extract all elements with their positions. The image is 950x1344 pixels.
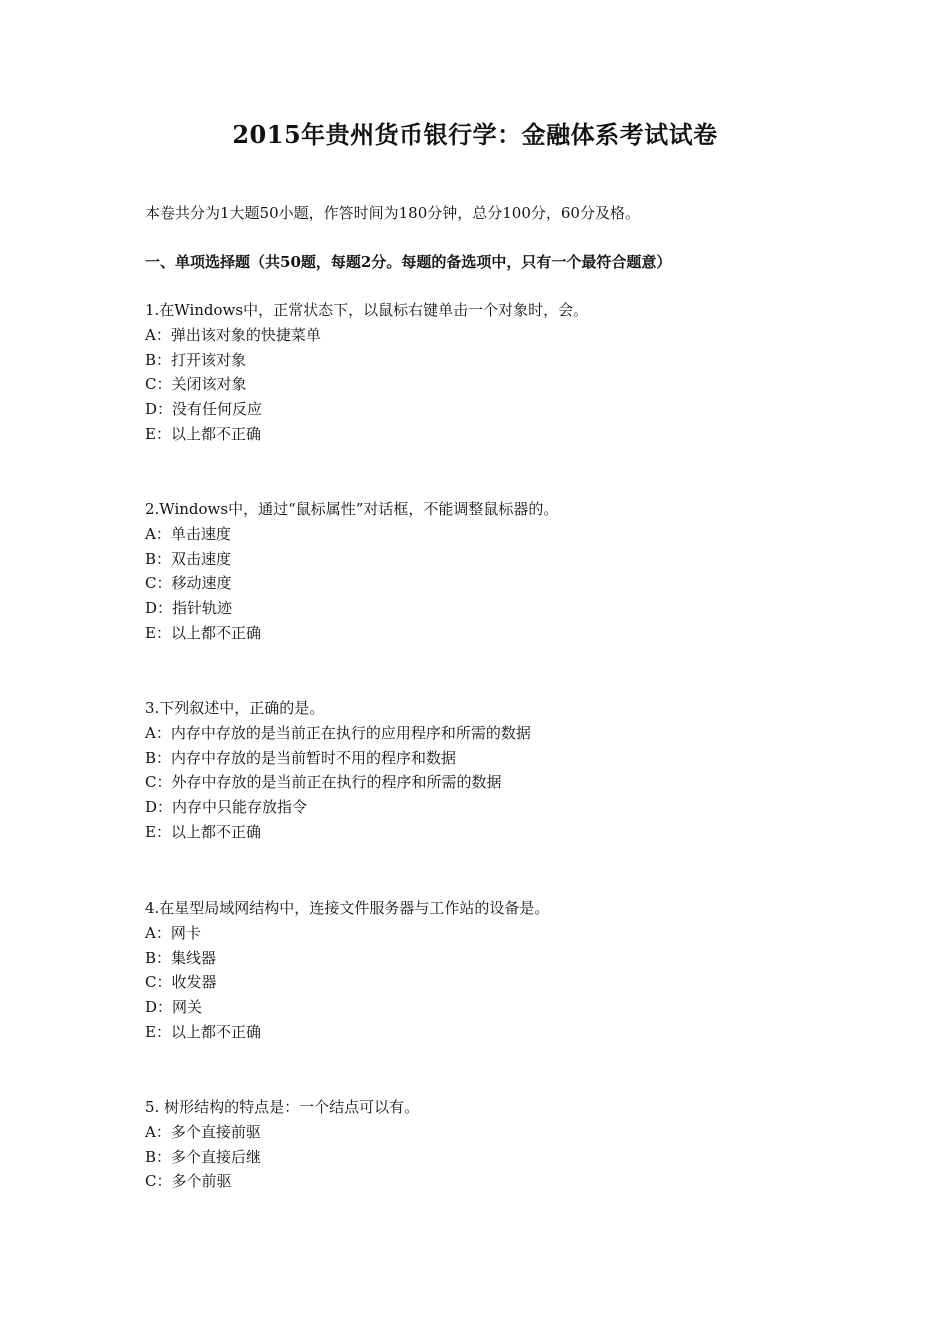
option-c: C：外存中存放的是当前正在执行的程序和所需的数据: [145, 773, 502, 792]
option-d: D：指针轨迹: [145, 599, 233, 618]
option-c: C：移动速度: [145, 574, 232, 593]
option-b: B：集线器: [145, 948, 217, 967]
option-d: D：内存中只能存放指令: [145, 798, 308, 817]
option-a: A：弹出该对象的快捷菜单: [145, 325, 321, 344]
option-b: B：多个直接后继: [145, 1147, 262, 1166]
question-2: [145, 497, 845, 646]
option-e: E：以上都不正确: [145, 424, 261, 443]
option-a: A：单击速度: [145, 524, 231, 543]
option-c: C：收发器: [145, 973, 217, 992]
question-stem: 2.Windows中，通过“鼠标属性”对话框，不能调整鼠标器的。: [145, 500, 559, 518]
question-1: [145, 298, 845, 447]
option-c: C：关闭该对象: [145, 375, 247, 394]
option-a: A：网卡: [145, 923, 201, 942]
question-stem: 5. 树形结构的特点是：一个结点可以有。: [145, 1098, 420, 1116]
question-5: [145, 1095, 845, 1194]
option-a: A：内存中存放的是当前正在执行的应用程序和所需的数据: [145, 723, 531, 742]
option-d: D：网关: [145, 998, 203, 1017]
option-b: B：打开该对象: [145, 350, 247, 369]
option-e: E：以上都不正确: [145, 623, 261, 642]
exam-intro: 本卷共分为1大题50小题，作答时间为180分钟，总分100分，60分及格。: [145, 204, 640, 222]
option-a: A：多个直接前驱: [145, 1122, 261, 1141]
option-c: C：多个前驱: [145, 1172, 232, 1191]
question-3: [145, 696, 845, 845]
section-heading: 一、单项选择题（共50题，每题2分。每题的备选项中，只有一个最符合题意）: [145, 253, 672, 271]
option-b: B：内存中存放的是当前暂时不用的程序和数据: [145, 748, 457, 767]
page-title: 2015年贵州货币银行学：金融体系考试试卷: [232, 120, 718, 149]
option-e: E：以上都不正确: [145, 822, 261, 841]
question-stem: 1.在Windows中，正常状态下，以鼠标右键单击一个对象时，会。: [145, 301, 589, 319]
option-d: D：没有任何反应: [145, 400, 263, 419]
question-4: [145, 896, 845, 1045]
option-e: E：以上都不正确: [145, 1022, 261, 1041]
question-stem: 3.下列叙述中，正确的是。: [145, 699, 325, 717]
question-stem: 4.在星型局域网结构中，连接文件服务器与工作站的设备是。: [145, 899, 550, 917]
option-b: B：双击速度: [145, 549, 232, 568]
